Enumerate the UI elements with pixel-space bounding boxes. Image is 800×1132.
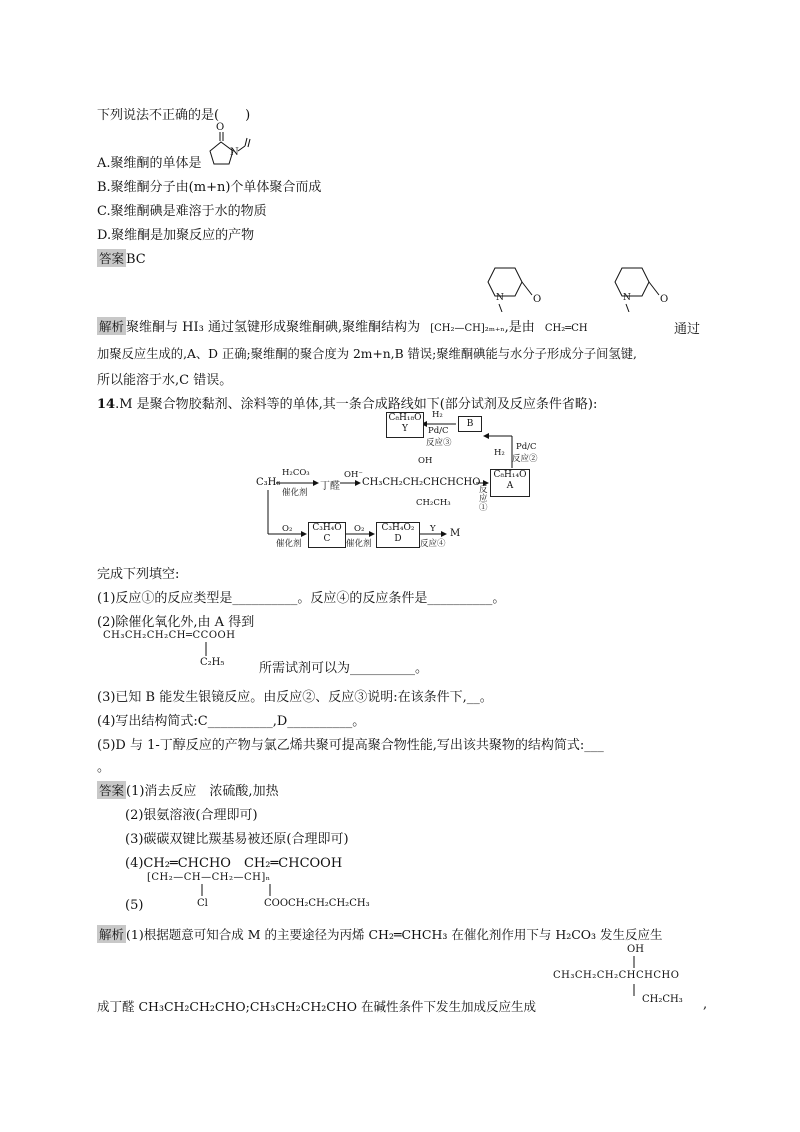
h2-label-3: H₂ [432,410,443,420]
q14-ans5-ester: COOCH₂CH₂CH₂CH₃ [264,898,370,909]
aldol-oh: OH [418,456,433,466]
q14-sub2-substituent: C₂H₅ [200,657,225,668]
q13-analysis-line1 [97,316,588,335]
svg-text:O: O [660,294,669,305]
q13-polymer-formula: [CH₂—CH]₂ₘ₊ₙ [430,323,505,334]
q13-option-a: A.聚维酮的单体是 [97,156,202,171]
reaction3-label: 反应③ [426,438,452,448]
monomer-ring-structure [605,262,675,312]
q14-ans4: (4)CH₂═CHCHO CH₂═CHCOOH [125,856,343,871]
q13-option-c: C.聚维酮碘是难溶于水的物质 [97,204,267,219]
q13-answer-row [97,249,146,267]
q14-ans5-chain: [CH₂—CH—CH₂—CH]ₙ [147,872,271,883]
box-b: B [458,416,482,432]
q14-sub3: (3)已知 B 能发生银镜反应。由反应②、反应③说明:在该条件下,__。 [97,690,493,705]
q14-sub4: (4)写出结构简式:C__________,D__________。 [97,714,366,729]
analysis-tag: 解析 [99,927,125,942]
reaction1-label: 反应① [479,485,488,513]
analysis-tag: 解析 [99,319,125,334]
q14-sub2-a: (2)除催化氧化外,由 A 得到 [97,615,255,630]
q14-number: 14 [97,397,116,412]
q14-ans5-cl: Cl [197,898,208,909]
q14-ans2: (2)银氨溶液(合理即可) [125,808,258,823]
catalyst-1: 催化剂 [282,488,308,498]
pdc-label-2: Pd/C [516,442,537,452]
reaction2-label: 反应② [512,454,538,464]
q14-analysis-substituent: CH₂CH₃ [642,994,683,1005]
polymer-ring-structure [478,262,548,312]
q13-option-d: D.聚维酮是加聚反应的产物 [97,228,255,243]
q14-sub2-bond [204,642,208,656]
q13-analysis-1a: 聚维酮与 HI₃ 通过氢键形成聚维酮碘,聚维酮结构为 [126,320,421,335]
answer-tag: 答案 [99,251,125,266]
q14-sub1: (1)反应①的反应类型是__________。反应④的反应条件是__________。 [97,591,506,606]
q14-ans3: (3)碳碳双键比羰基易被还原(合理即可) [125,832,349,847]
q14-analysis-a: (1)根据题意可知合成 M 的主要途径为丙烯 CH₂═CHCH₃ 在催化剂作用下与 H₂CO₃ 发生反应生 [126,927,663,942]
q14-ans5-bonds [200,884,280,898]
product-m: M [450,528,461,539]
vinylpyrrolidone-structure [205,118,255,168]
q13-monomer-formula: CH₂═CH [544,323,588,334]
q14-sub2-formula: CH₃CH₂CH₂CH═CCOOH [103,630,236,641]
q14-stem-text: .M 是聚合物胶黏剂、涂料等的单体,其一条合成路线如下(部分试剂及反应条件省略): [115,397,598,412]
q13-answer: BC [126,252,146,267]
q13-analysis-line3: 所以能溶于水,C 错误。 [97,373,233,388]
q14-analysis-row2: 成丁醛 CH₃CH₂CH₂CHO;CH₃CH₂CH₂CHO 在碱性条件下发生加成反应生成 [97,999,536,1014]
answer-tag: 答案 [99,783,125,798]
q14-analysis-end: , [703,997,708,1012]
q14-analysis-formula: CH₃CH₂CH₂CHCHCHO [553,970,680,981]
q13-option-b: B.聚维酮分子由(m+n)个单体聚合而成 [97,180,322,195]
synthesis-scheme [250,406,580,556]
q14-analysis-bonds [632,956,636,1000]
q13-analysis-line2: 加聚反应生成的,A、D 正确;聚维酮的聚合度为 2m+n,B 错误;聚维酮碘能与水分子形成分子间氢键, [97,347,637,361]
svg-text:N: N [230,147,239,158]
q13-analysis-1b: ,是由 [504,320,535,335]
svg-text:O: O [216,122,225,133]
aldol-substituent: CH₂CH₃ [416,498,451,508]
q14-answer-row [97,780,279,799]
catalyst-3: 催化剂 [346,539,372,549]
start-c3h6: C₃H₆ [256,477,281,488]
butanal: 丁醛 [320,481,340,492]
aldol-product: CH₃CH₂CH₂CHCHCHO [362,477,481,488]
reaction4-label: 反应④ [420,539,446,549]
o2-label-1: O₂ [282,524,293,534]
catalyst-2: 催化剂 [276,539,302,549]
reagent-h2co3: H₂CO₃ [282,468,310,478]
q14-fill-intro: 完成下列填空: [97,567,180,582]
svg-text:N: N [623,293,631,303]
box-c: C₃H₄O C [308,522,346,548]
q13-analysis-1c: 通过 [674,322,701,337]
q13-stem: 下列说法不正确的是( ) [97,108,251,123]
q14-sub5-end: 。 [97,760,111,775]
q14-sub5: (5)D 与 1-丁醇反应的产物与氯乙烯共聚可提高聚合物性能,写出该共聚物的结构简式:___ [97,738,604,753]
box-d: C₃H₄O₂ D [376,522,420,548]
box-y: C₈H₁₈O Y [386,412,424,438]
q14-ans5-label: (5) [125,898,144,913]
pdc-label-3: Pd/C [428,426,449,436]
q14-ans1: (1)消去反应 浓硫酸,加热 [126,784,279,799]
o2-label-2: O₂ [354,524,365,534]
q14-analysis-row1 [97,925,663,943]
y-reagent: Y [430,524,436,534]
q14-analysis-oh: OH [627,944,644,955]
svg-text:O: O [533,294,542,305]
svg-text:N: N [496,293,504,303]
h2-label-2: H₂ [494,448,505,458]
box-a: C₈H₁₄O A [490,469,530,497]
oh-minus: OH⁻ [344,470,363,480]
q14-sub2-b: 所需试剂可以为__________。 [259,661,429,676]
